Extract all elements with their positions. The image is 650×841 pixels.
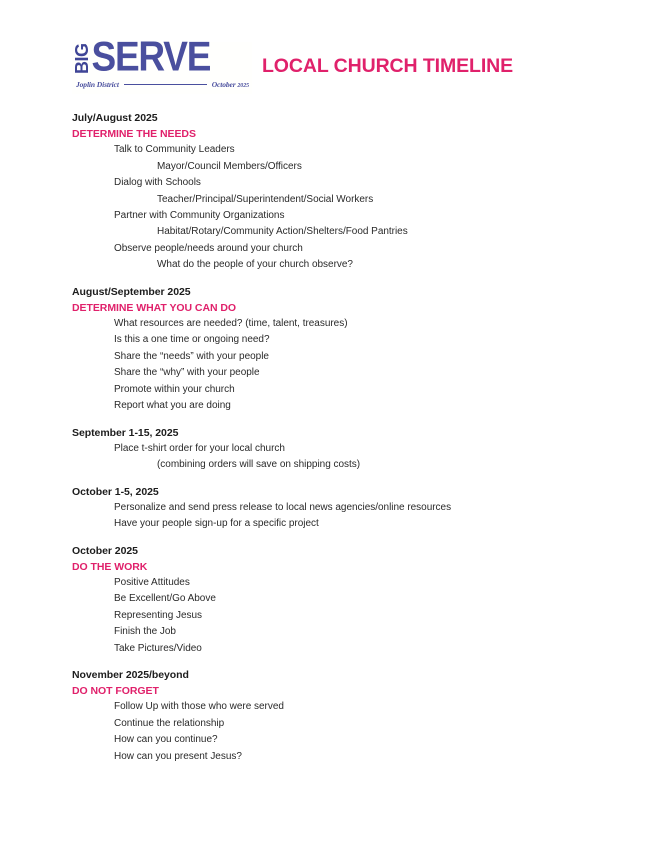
logo-date-month: October — [211, 80, 236, 89]
timeline-item: Observe people/needs around your church — [114, 242, 303, 254]
timeline-item: Habitat/Rotary/Community Action/Shelters/Food Pantries — [157, 226, 408, 238]
timeline-item: Share the “needs” with your people — [114, 350, 269, 362]
logo-serve-text: SERVE — [91, 33, 211, 80]
section-date-heading: October 2025 — [72, 544, 138, 557]
timeline-item: Partner with Community Organizations — [114, 210, 285, 222]
timeline-section — [72, 284, 626, 415]
timeline-section — [72, 110, 626, 274]
document-header — [72, 33, 620, 100]
timeline-item: Representing Jesus — [114, 609, 203, 621]
timeline-section — [72, 543, 626, 657]
big-serve-logo — [72, 33, 252, 94]
logo-date-year: 2025 — [237, 83, 249, 89]
section-date-heading: July/August 2025 — [72, 112, 158, 124]
timeline-section — [72, 667, 626, 765]
logo-wordmark — [72, 33, 211, 80]
timeline-item: How can you present Jesus? — [114, 750, 242, 762]
timeline-item: Teacher/Principal/Superintendent/Social Workers — [157, 193, 374, 205]
timeline-item: Report what you are doing — [114, 400, 231, 412]
section-subheading: DETERMINE THE NEEDS — [72, 128, 196, 141]
timeline-item: Take Pictures/Video — [114, 642, 202, 654]
section-subheading: DO NOT FORGET — [72, 685, 159, 698]
timeline-item: Promote within your church — [114, 383, 235, 395]
timeline-item: Continue the relationship — [114, 717, 225, 729]
timeline-item: Finish the Job — [114, 626, 176, 638]
timeline-item: Be Excellent/Go Above — [114, 593, 216, 605]
logo-big-text: BIG — [72, 43, 92, 75]
section-date-heading: September 1-15, 2025 — [72, 426, 179, 439]
timeline-item: (combining orders will save on shipping costs) — [157, 459, 361, 471]
logo-tagline — [76, 80, 249, 89]
section-date-heading: October 1-5, 2025 — [72, 485, 159, 498]
logo-divider-rule — [124, 84, 207, 85]
timeline-section — [72, 425, 626, 474]
timeline-item: Follow Up with those who were served — [114, 701, 284, 713]
logo-date-text — [212, 80, 249, 89]
section-subheading: DETERMINE WHAT YOU CAN DO — [72, 301, 237, 314]
section-date-heading: August/September 2025 — [72, 285, 191, 298]
timeline-item: Positive Attitudes — [114, 576, 190, 588]
timeline-section — [72, 484, 626, 533]
timeline-item: Have your people sign-up for a specific project — [114, 518, 319, 530]
logo-district-text: Joplin District — [76, 80, 119, 89]
timeline-item: Talk to Community Leaders — [114, 144, 235, 156]
timeline-item: What do the people of your church observe? — [157, 259, 353, 271]
timeline-item: Personalize and send press release to local news agencies/online resources — [114, 501, 452, 513]
timeline-sections — [72, 110, 626, 765]
timeline-item: Mayor/Council Members/Officers — [157, 160, 302, 172]
timeline-item: How can you continue? — [114, 734, 218, 746]
section-subheading: DO THE WORK — [72, 560, 148, 573]
page-title: LOCAL CHURCH TIMELINE — [262, 55, 514, 77]
timeline-item: Is this a one time or ongoing need? — [114, 334, 270, 346]
timeline-item: What resources are needed? (time, talent, treasures) — [114, 318, 348, 330]
section-date-heading: November 2025/beyond — [72, 668, 189, 681]
timeline-item: Share the “why” with your people — [114, 367, 260, 379]
timeline-item: Dialog with Schools — [114, 177, 201, 189]
timeline-item: Place t-shirt order for your local church — [114, 442, 285, 454]
